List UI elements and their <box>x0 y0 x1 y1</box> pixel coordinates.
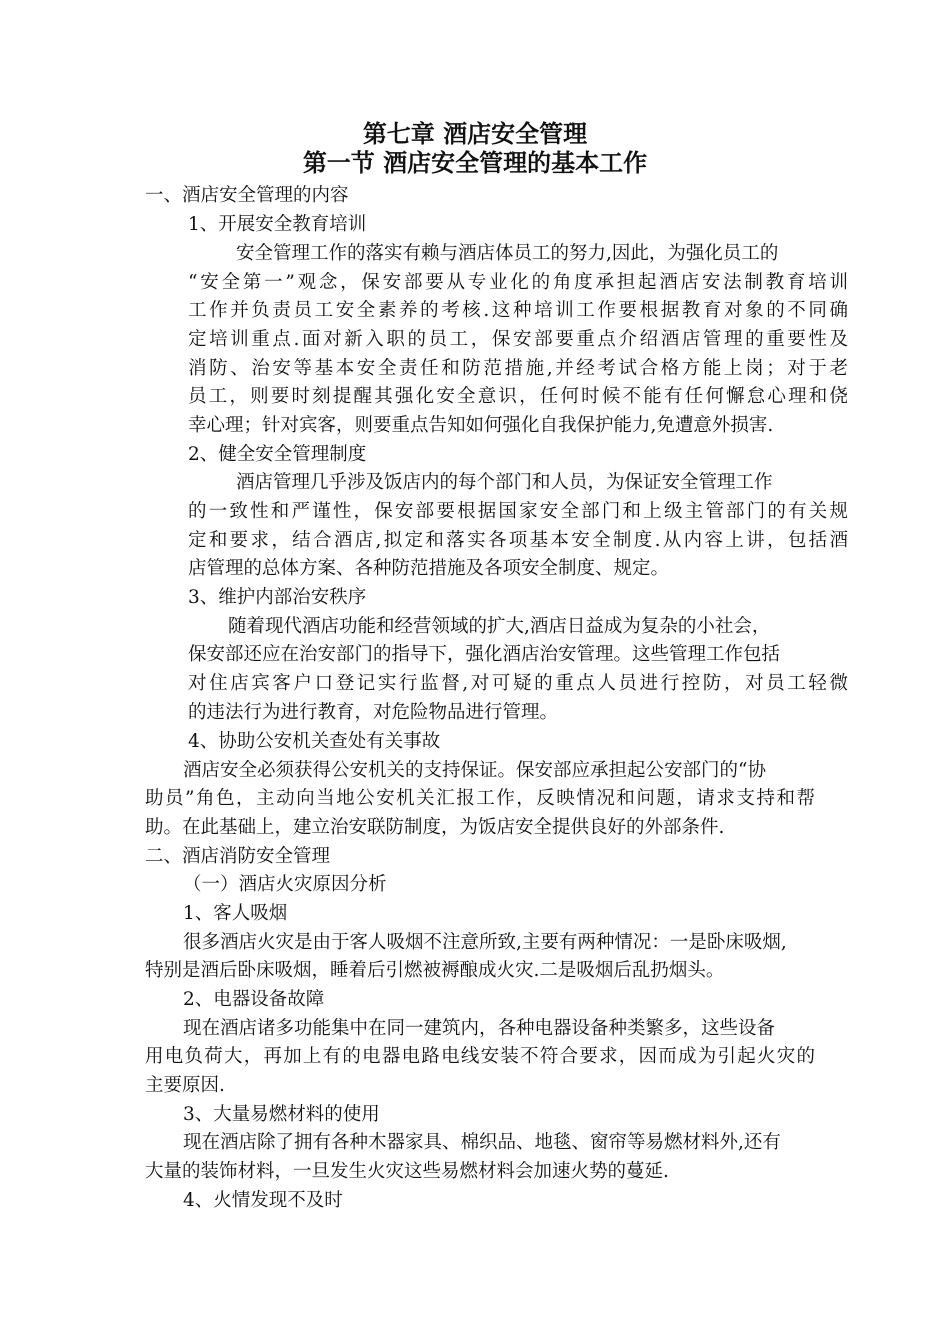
heading-2: 二、酒店消防安全管理 <box>145 846 331 867</box>
paragraph-line: 工作并负责员工安全素养的考核.这种培训工作要根据教育对象的不同确 <box>188 300 848 321</box>
paragraph-line: 现在酒店诸多功能集中在同一建筑内，各种电器设备种类繁多，这些设备 <box>183 1018 776 1039</box>
paragraph-line: 幸心理；针对宾客，则要重点告知如何强化自我保护能力,免遭意外损害. <box>188 415 774 436</box>
paragraph-line: 的一致性和严谨性，保安部要根据国家安全部门和上级主管部门的有关规 <box>188 501 848 522</box>
paragraph-line: “安全第一”观念，保安部要从专业化的角度承担起酒店安法制教育培训 <box>188 272 848 293</box>
paragraph-line: 安全管理工作的落实有赖与酒店体员工的努力,因此，为强化员工的 <box>236 243 779 264</box>
paragraph-line: 定培训重点.面对新入职的员工，保安部要重点介绍酒店管理的重要性及 <box>188 329 848 350</box>
heading-1: 一、酒店安全管理的内容 <box>145 185 349 206</box>
paragraph-line: 大量的装饰材料，一旦发生火灾这些易燃材料会加速火势的蔓延. <box>145 1161 669 1182</box>
paragraph-line: 酒店管理几乎涉及饭店内的每个部门和人员，为保证安全管理工作 <box>236 472 773 493</box>
paragraph-line: 员工，则要时刻提醒其强化安全意识，任何时候不能有任何懈怠心理和侥 <box>188 386 848 407</box>
paragraph-line: 用电负荷大，再加上有的电器电路电线安装不符合要求，因而成为引起火灾的 <box>145 1046 815 1067</box>
subheading-2-1: （一）酒店火灾原因分析 <box>183 874 387 895</box>
subheading-item: 3、大量易燃材料的使用 <box>183 1104 380 1125</box>
paragraph-line: 现在酒店除了拥有各种木器家具、棉织品、地毯、窗帘等易燃材料外,还有 <box>183 1132 781 1153</box>
subheading-1-2: 2、健全安全管理制度 <box>188 444 367 465</box>
paragraph-line: 特别是酒后卧床吸烟，睡着后引燃被褥酿成火灾.二是吸烟后乱扔烟头。 <box>145 960 725 981</box>
paragraph-line: 对住店宾客户口登记实行监督,对可疑的重点人员进行控防，对员工轻微 <box>188 673 848 694</box>
subheading-item: 4、火情发现不及时 <box>183 1190 343 1211</box>
paragraph-line: 随着现代酒店功能和经营领域的扩大,酒店日益成为复杂的小社会， <box>228 616 771 637</box>
paragraph-line: 定和要求，结合酒店,拟定和落实各项基本安全制度.从内容上讲，包括酒 <box>188 530 848 551</box>
paragraph-line: 助员”角色，主动向当地公安机关汇报工作，反映情况和问题，请求支持和帮 <box>145 788 815 809</box>
subheading-1-3: 3、维护内部治安秩序 <box>188 587 367 608</box>
subheading-item: 2、电器设备故障 <box>183 989 325 1010</box>
section-title: 第一节 酒店安全管理的基本工作 <box>302 148 648 177</box>
paragraph-line: 的违法行为进行教育，对危险物品进行管理。 <box>188 702 559 723</box>
paragraph-line: 很多酒店火灾是由于客人吸烟不注意所致,主要有两种情况：一是卧床吸烟, <box>183 932 787 953</box>
paragraph-line: 酒店安全必须获得公安机关的支持保证。保安部应承担起公安部门的“协 <box>183 760 766 781</box>
paragraph-line: 店管理的总体方案、各种防范措施及各项安全制度、规定。 <box>188 558 670 579</box>
subheading-item: 1、客人吸烟 <box>183 903 288 924</box>
paragraph-line: 消防、治安等基本安全责任和防范措施,并经考试合格方能上岗；对于老 <box>188 358 848 379</box>
subheading-1-4: 4、协助公安机关查处有关事故 <box>188 731 441 752</box>
paragraph-line: 保安部还应在治安部门的指导下，强化酒店治安管理。这些管理工作包括 <box>188 644 781 665</box>
paragraph-line: 助。在此基础上，建立治安联防制度，为饭店安全提供良好的外部条件. <box>145 817 725 838</box>
paragraph-line: 主要原因. <box>145 1075 225 1096</box>
chapter-title: 第七章 酒店安全管理 <box>362 119 588 148</box>
subheading-1-1: 1、开展安全教育培训 <box>188 214 367 235</box>
